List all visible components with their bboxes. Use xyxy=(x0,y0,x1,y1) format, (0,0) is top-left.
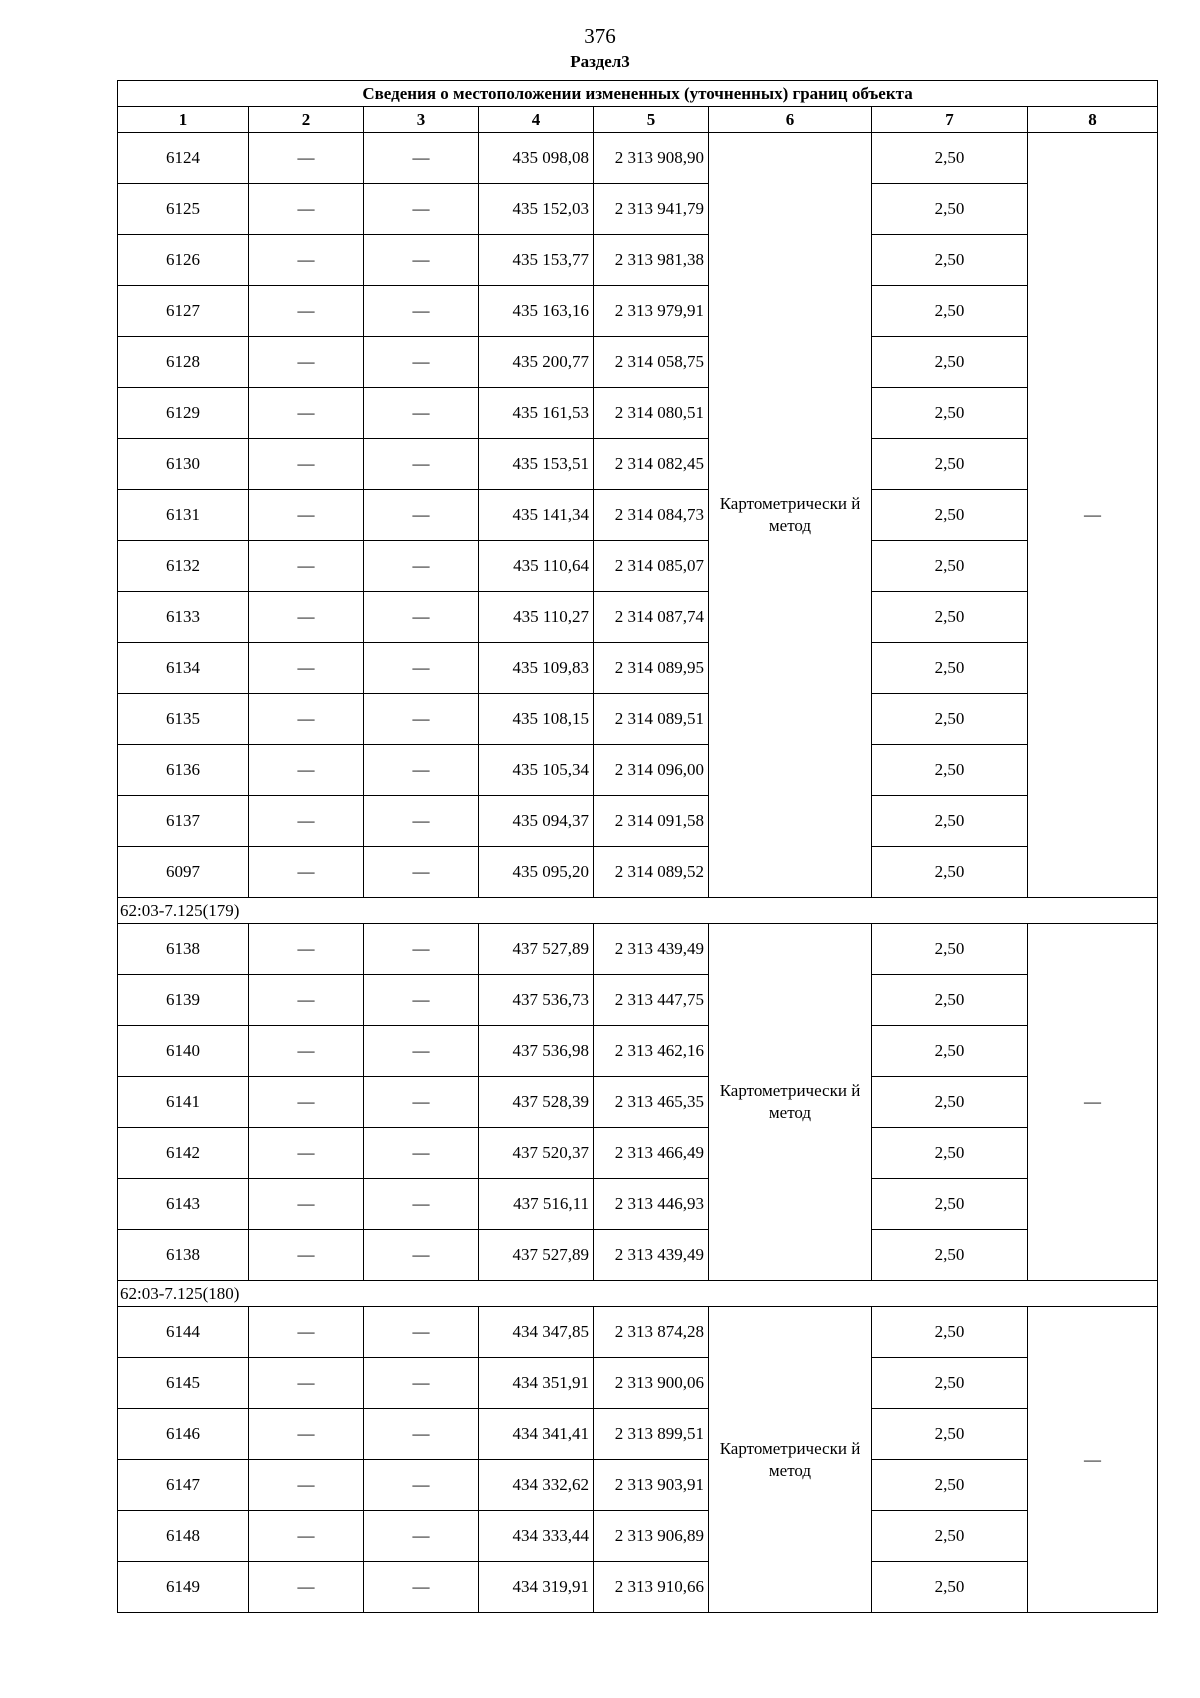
method-cell: Картометрически й метод xyxy=(709,133,872,898)
coordinate-y: 2 313 900,06 xyxy=(594,1358,709,1409)
coordinate-x: 435 200,77 xyxy=(479,337,594,388)
cell-col2: — xyxy=(249,1179,364,1230)
parcel-id: 62:03-7.125(180) xyxy=(118,1281,1158,1307)
point-number: 6136 xyxy=(118,745,249,796)
cell-col3: — xyxy=(364,286,479,337)
accuracy-value: 2,50 xyxy=(872,337,1028,388)
cell-col3: — xyxy=(364,1409,479,1460)
coordinate-x: 435 105,34 xyxy=(479,745,594,796)
accuracy-value: 2,50 xyxy=(872,924,1028,975)
accuracy-value: 2,50 xyxy=(872,235,1028,286)
coordinate-x: 435 108,15 xyxy=(479,694,594,745)
column-number: 7 xyxy=(872,107,1028,133)
coordinate-y: 2 314 091,58 xyxy=(594,796,709,847)
point-number: 6138 xyxy=(118,924,249,975)
column-number: 3 xyxy=(364,107,479,133)
accuracy-value: 2,50 xyxy=(872,1460,1028,1511)
cell-col2: — xyxy=(249,975,364,1026)
coordinate-y: 2 313 439,49 xyxy=(594,924,709,975)
method-cell: Картометрически й метод xyxy=(709,1307,872,1613)
cell-col3: — xyxy=(364,541,479,592)
point-number: 6129 xyxy=(118,388,249,439)
cell-col3: — xyxy=(364,1077,479,1128)
cell-col3: — xyxy=(364,745,479,796)
table-row xyxy=(118,286,1158,337)
cell-col2: — xyxy=(249,235,364,286)
point-number: 6138 xyxy=(118,1230,249,1281)
point-number: 6144 xyxy=(118,1307,249,1358)
cell-col2: — xyxy=(249,388,364,439)
cell-col2: — xyxy=(249,133,364,184)
accuracy-value: 2,50 xyxy=(872,975,1028,1026)
coordinate-y: 2 313 941,79 xyxy=(594,184,709,235)
table-row xyxy=(118,490,1158,541)
coordinate-y: 2 313 979,91 xyxy=(594,286,709,337)
cell-col3: — xyxy=(364,1230,479,1281)
col8-cell: — xyxy=(1028,1307,1158,1613)
coordinate-x: 435 110,64 xyxy=(479,541,594,592)
page-number: 376 xyxy=(584,24,616,48)
point-number: 6139 xyxy=(118,975,249,1026)
col8-cell: — xyxy=(1028,924,1158,1281)
point-number: 6142 xyxy=(118,1128,249,1179)
coordinate-y: 2 313 447,75 xyxy=(594,975,709,1026)
accuracy-value: 2,50 xyxy=(872,1307,1028,1358)
coordinate-y: 2 314 089,51 xyxy=(594,694,709,745)
table-row xyxy=(118,847,1158,898)
column-number: 2 xyxy=(249,107,364,133)
coordinate-x: 434 347,85 xyxy=(479,1307,594,1358)
accuracy-value: 2,50 xyxy=(872,1511,1028,1562)
accuracy-value: 2,50 xyxy=(872,694,1028,745)
coordinate-y: 2 313 446,93 xyxy=(594,1179,709,1230)
cell-col3: — xyxy=(364,592,479,643)
table-row xyxy=(118,1307,1158,1358)
cell-col2: — xyxy=(249,592,364,643)
coordinate-x: 435 153,77 xyxy=(479,235,594,286)
coordinate-y: 2 313 981,38 xyxy=(594,235,709,286)
cell-col3: — xyxy=(364,1179,479,1230)
cell-col2: — xyxy=(249,1128,364,1179)
coordinate-x: 435 153,51 xyxy=(479,439,594,490)
coordinate-x: 435 109,83 xyxy=(479,643,594,694)
point-number: 6130 xyxy=(118,439,249,490)
point-number: 6143 xyxy=(118,1179,249,1230)
point-number: 6125 xyxy=(118,184,249,235)
cell-col2: — xyxy=(249,1077,364,1128)
point-number: 6148 xyxy=(118,1511,249,1562)
cell-col2: — xyxy=(249,924,364,975)
point-number: 6135 xyxy=(118,694,249,745)
coordinate-x: 437 527,89 xyxy=(479,1230,594,1281)
table-row xyxy=(118,1230,1158,1281)
cell-col2: — xyxy=(249,490,364,541)
parcel-row xyxy=(118,898,1158,924)
coordinate-x: 435 152,03 xyxy=(479,184,594,235)
cell-col3: — xyxy=(364,1307,479,1358)
coordinate-x: 437 520,37 xyxy=(479,1128,594,1179)
table-row xyxy=(118,1128,1158,1179)
method-cell: Картометрически й метод xyxy=(709,924,872,1281)
cell-col3: — xyxy=(364,1358,479,1409)
coordinate-y: 2 314 058,75 xyxy=(594,337,709,388)
cell-col3: — xyxy=(364,796,479,847)
cell-col2: — xyxy=(249,439,364,490)
parcel-row xyxy=(118,1281,1158,1307)
coordinate-x: 437 536,98 xyxy=(479,1026,594,1077)
table-row xyxy=(118,745,1158,796)
accuracy-value: 2,50 xyxy=(872,388,1028,439)
coordinate-y: 2 313 462,16 xyxy=(594,1026,709,1077)
table-row xyxy=(118,1179,1158,1230)
cell-col3: — xyxy=(364,643,479,694)
boundary-table xyxy=(117,80,1158,1613)
table-row xyxy=(118,592,1158,643)
accuracy-value: 2,50 xyxy=(872,490,1028,541)
accuracy-value: 2,50 xyxy=(872,1026,1028,1077)
coordinate-y: 2 313 903,91 xyxy=(594,1460,709,1511)
coordinate-x: 434 341,41 xyxy=(479,1409,594,1460)
cell-col2: — xyxy=(249,796,364,847)
table-row xyxy=(118,1026,1158,1077)
table-row xyxy=(118,133,1158,184)
point-number: 6128 xyxy=(118,337,249,388)
cell-col3: — xyxy=(364,1128,479,1179)
cell-col2: — xyxy=(249,694,364,745)
cell-col2: — xyxy=(249,337,364,388)
cell-col3: — xyxy=(364,235,479,286)
cell-col3: — xyxy=(364,337,479,388)
cell-col3: — xyxy=(364,1562,479,1613)
accuracy-value: 2,50 xyxy=(872,745,1028,796)
coordinate-x: 434 351,91 xyxy=(479,1358,594,1409)
cell-col2: — xyxy=(249,1307,364,1358)
table-row xyxy=(118,924,1158,975)
coordinate-y: 2 313 910,66 xyxy=(594,1562,709,1613)
point-number: 6146 xyxy=(118,1409,249,1460)
col8-cell: — xyxy=(1028,133,1158,898)
cell-col3: — xyxy=(364,388,479,439)
accuracy-value: 2,50 xyxy=(872,184,1028,235)
coordinate-y: 2 313 466,49 xyxy=(594,1128,709,1179)
cell-col2: — xyxy=(249,847,364,898)
coordinate-y: 2 314 082,45 xyxy=(594,439,709,490)
accuracy-value: 2,50 xyxy=(872,1562,1028,1613)
coordinate-y: 2 313 899,51 xyxy=(594,1409,709,1460)
cell-col2: — xyxy=(249,1562,364,1613)
point-number: 6124 xyxy=(118,133,249,184)
cell-col3: — xyxy=(364,439,479,490)
cell-col3: — xyxy=(364,490,479,541)
cell-col3: — xyxy=(364,1460,479,1511)
table-row xyxy=(118,235,1158,286)
table-row xyxy=(118,1358,1158,1409)
cell-col2: — xyxy=(249,286,364,337)
coordinate-x: 434 319,91 xyxy=(479,1562,594,1613)
point-number: 6132 xyxy=(118,541,249,592)
table-row xyxy=(118,1460,1158,1511)
table-row xyxy=(118,388,1158,439)
table-row xyxy=(118,439,1158,490)
point-number: 6141 xyxy=(118,1077,249,1128)
cell-col2: — xyxy=(249,643,364,694)
coordinate-y: 2 313 874,28 xyxy=(594,1307,709,1358)
accuracy-value: 2,50 xyxy=(872,847,1028,898)
cell-col2: — xyxy=(249,1460,364,1511)
cell-col2: — xyxy=(249,184,364,235)
coordinate-y: 2 313 906,89 xyxy=(594,1511,709,1562)
accuracy-value: 2,50 xyxy=(872,1077,1028,1128)
cell-col2: — xyxy=(249,1511,364,1562)
point-number: 6133 xyxy=(118,592,249,643)
parcel-id: 62:03-7.125(179) xyxy=(118,898,1158,924)
cell-col2: — xyxy=(249,745,364,796)
point-number: 6145 xyxy=(118,1358,249,1409)
cell-col3: — xyxy=(364,1026,479,1077)
cell-col2: — xyxy=(249,541,364,592)
column-number: 5 xyxy=(594,107,709,133)
cell-col2: — xyxy=(249,1409,364,1460)
coordinate-x: 435 161,53 xyxy=(479,388,594,439)
table-row xyxy=(118,184,1158,235)
table-caption: Сведения о местоположении измененных (уточненных) границ объекта xyxy=(118,81,1158,107)
point-number: 6149 xyxy=(118,1562,249,1613)
coordinate-y: 2 314 084,73 xyxy=(594,490,709,541)
cell-col2: — xyxy=(249,1230,364,1281)
accuracy-value: 2,50 xyxy=(872,796,1028,847)
table-row xyxy=(118,541,1158,592)
point-number: 6140 xyxy=(118,1026,249,1077)
coordinate-y: 2 314 096,00 xyxy=(594,745,709,796)
accuracy-value: 2,50 xyxy=(872,1230,1028,1281)
accuracy-value: 2,50 xyxy=(872,541,1028,592)
accuracy-value: 2,50 xyxy=(872,592,1028,643)
table-row xyxy=(118,643,1158,694)
cell-col2: — xyxy=(249,1026,364,1077)
coordinate-x: 437 536,73 xyxy=(479,975,594,1026)
section-title: Раздел3 xyxy=(570,52,630,71)
coordinate-y: 2 314 089,52 xyxy=(594,847,709,898)
point-number: 6127 xyxy=(118,286,249,337)
coordinate-x: 435 141,34 xyxy=(479,490,594,541)
coordinate-y: 2 314 087,74 xyxy=(594,592,709,643)
point-number: 6134 xyxy=(118,643,249,694)
coordinate-x: 434 332,62 xyxy=(479,1460,594,1511)
table-row xyxy=(118,1562,1158,1613)
table-row xyxy=(118,1511,1158,1562)
accuracy-value: 2,50 xyxy=(872,133,1028,184)
coordinate-x: 435 098,08 xyxy=(479,133,594,184)
coordinate-x: 434 333,44 xyxy=(479,1511,594,1562)
table-row xyxy=(118,1077,1158,1128)
coordinate-y: 2 313 908,90 xyxy=(594,133,709,184)
coordinate-x: 435 110,27 xyxy=(479,592,594,643)
accuracy-value: 2,50 xyxy=(872,1179,1028,1230)
table-row xyxy=(118,337,1158,388)
coordinate-x: 435 163,16 xyxy=(479,286,594,337)
column-number-row xyxy=(118,107,1158,133)
cell-col3: — xyxy=(364,133,479,184)
table-row xyxy=(118,1409,1158,1460)
point-number: 6126 xyxy=(118,235,249,286)
point-number: 6147 xyxy=(118,1460,249,1511)
coordinate-x: 437 516,11 xyxy=(479,1179,594,1230)
point-number: 6137 xyxy=(118,796,249,847)
coordinate-x: 435 094,37 xyxy=(479,796,594,847)
cell-col3: — xyxy=(364,1511,479,1562)
accuracy-value: 2,50 xyxy=(872,643,1028,694)
coordinate-y: 2 314 085,07 xyxy=(594,541,709,592)
table-row xyxy=(118,975,1158,1026)
table-row xyxy=(118,796,1158,847)
coordinate-y: 2 313 465,35 xyxy=(594,1077,709,1128)
accuracy-value: 2,50 xyxy=(872,439,1028,490)
point-number: 6097 xyxy=(118,847,249,898)
cell-col3: — xyxy=(364,924,479,975)
coordinate-x: 435 095,20 xyxy=(479,847,594,898)
cell-col3: — xyxy=(364,975,479,1026)
coordinate-y: 2 314 089,95 xyxy=(594,643,709,694)
accuracy-value: 2,50 xyxy=(872,1128,1028,1179)
column-number: 8 xyxy=(1028,107,1158,133)
coordinate-x: 437 528,39 xyxy=(479,1077,594,1128)
column-number: 6 xyxy=(709,107,872,133)
cell-col3: — xyxy=(364,184,479,235)
point-number: 6131 xyxy=(118,490,249,541)
column-number: 1 xyxy=(118,107,249,133)
table-row xyxy=(118,694,1158,745)
cell-col3: — xyxy=(364,847,479,898)
coordinate-y: 2 314 080,51 xyxy=(594,388,709,439)
accuracy-value: 2,50 xyxy=(872,1358,1028,1409)
coordinate-x: 437 527,89 xyxy=(479,924,594,975)
column-number: 4 xyxy=(479,107,594,133)
accuracy-value: 2,50 xyxy=(872,286,1028,337)
cell-col2: — xyxy=(249,1358,364,1409)
accuracy-value: 2,50 xyxy=(872,1409,1028,1460)
coordinate-y: 2 313 439,49 xyxy=(594,1230,709,1281)
cell-col3: — xyxy=(364,694,479,745)
